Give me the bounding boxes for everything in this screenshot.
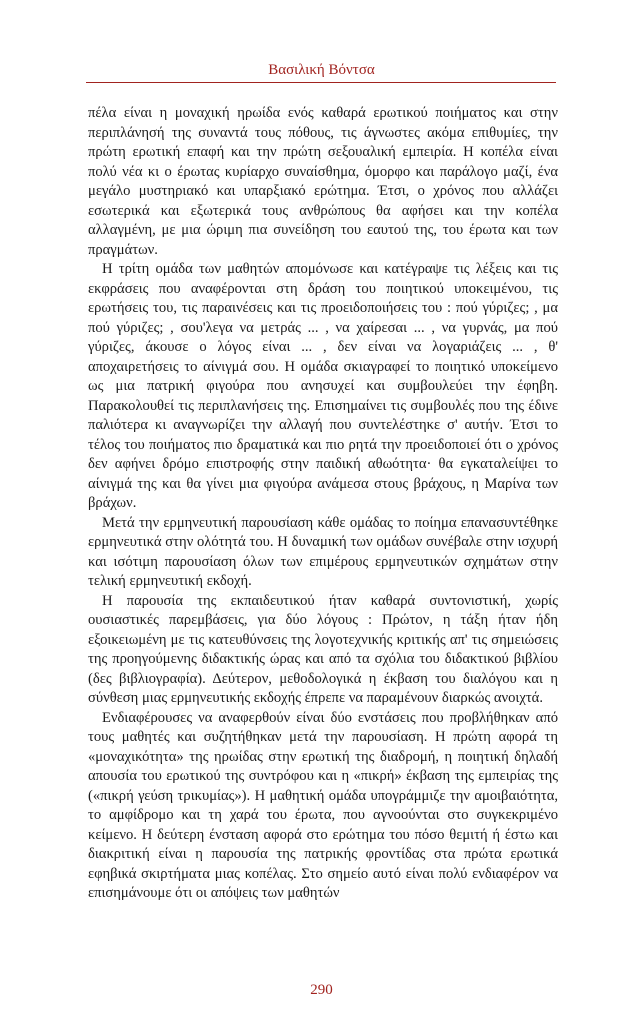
running-header: Βασιλική Βόντσα [268, 62, 375, 78]
body-text [88, 104, 558, 904]
page-number: 290 [310, 982, 333, 998]
paragraph-1: πέλα είναι η μοναχική ηρωίδα ενός καθαρά ερωτικού ποιήματος και στην περιπλάνησή της συναντά τους πόθους, τις άγνωστες ακόμα επιθυμίες, την πρώτη ερωτική επαφή και την πρώτη σεξουαλική εμπειρία. Η κοπέλα είναι πολύ νέα κι ο έρωτας κυρίαρχο συναίσθημα, όμορφο και παράλογο μαζί, ένα μεγάλο μυστηριακό και υπαρξιακό ερώτημα. Έτσι, ο χρόνος που αλλάζει εσωτερικά και εξωτερικά τους ανθρώπους θα αφήσει και την κοπέλα αλλαγμένη, με μια ώριμη πια συνείδηση του εαυτού της, του έρωτα και των πραγμάτων. [88, 105, 558, 258]
header-rule [86, 82, 556, 83]
paragraph-5: Ενδιαφέρουσες να αναφερθούν είναι δύο ενστάσεις που προβλήθηκαν από τους μαθητές και συζητήθηκαν μετά την παρουσίαση. Η πρώτη αφορά τη «μοναχικότητα» της ηρωίδας στην ερωτική της διαδρομή, η ποιητική δηλαδή απουσία του ερωτικού της συντρόφου και η «πικρή» έκβαση της εμπειρίας της («πικρή γεύση τρικυμίας»). Η μαθητική ομάδα υπογράμμιζε την αμοιβαιότητα, το αμφίδρομο και τη χαρά του έρωτα, που αγνοούνται στο συγκεκριμένο κείμενο. Η δεύτερη ένσταση αφορά στο ερώτημα του πόσο θεμιτή ή έστω και διακριτική είναι η παρουσία της πατρικής φροντίδας στα πρώτα ερωτικά εφηβικά σκιρτήματα μιας κοπέλας. Στο σημείο αυτό είναι πολύ ενδιαφέρον να επισημάνουμε ότι οι απόψεις των μαθητών [88, 709, 558, 901]
paragraph-2: Η τρίτη ομάδα των μαθητών απομόνωσε και κατέγραψε τις λέξεις και τις εκφράσεις που αναφέρονται στη δράση του ποιητικού υποκειμένου, τις ερωτήσεις του, τις παραινέσεις και τις προειδοποιήσεις του : πού γύριζες; , μα πού γύριζες; , σου'λεγα να μετράς ... , να χαίρεσαι ... , να γυρνάς, μα πού γύριζες, άκουσε ο λόγος είναι ... , δεν είναι να λογαριάζεις ... , θ' αποχαιρετήσεις το αίνιγμά σου. Η ομάδα σκιαγραφεί το ποιητικό υποκείμενο ως μια πατρική φιγούρα που ανησυχεί και συμβουλεύει την έφηβη. Παρακολουθεί τις περιπλανήσεις της. Επισημαίνει τις συμβουλές που της έδινε παλιότερα κι αναγνωρίζει την αλλαγή που συντελέστηκε σ' αυτήν. Έτσι το τέλος του ποιήματος πιο δραματικά και πιο ρητά την προειδοποιεί ότι ο χρόνος δεν αφήνει δρόμο επιστροφής στην παιδική αθωότητα· θα εγκαταλείψει το αίνιγμά της και θα γίνει μια φιγούρα ανάμεσα στους βράχους, η Μαρίνα των βράχων. [88, 261, 558, 511]
paragraph-3: Μετά την ερμηνευτική παρουσίαση κάθε ομάδας το ποίημα επανασυντέθηκε ερμηνευτικά στην ολότητά του. Η δυναμική των ομάδων συνέβαλε στην ισχυρή και ισότιμη παρουσίαση όλων των επιμέρους ερμηνευτικών σχημάτων στην τελική ερμηνευτική εκδοχή. [88, 514, 558, 589]
paragraph-4: Η παρουσία της εκπαιδευτικού ήταν καθαρά συντονιστική, χωρίς ουσιαστικές παρεμβάσεις, για δύο λόγους : Πρώτον, η τάξη ήταν ήδη εξοικειωμένη με τις κατευθύνσεις της λογοτεχνικής κριτικής απ' τις σημειώσεις της προηγούμενης διδακτικής ώρας και από τα σχόλια του διδακτικού βιβλίου (δες βιβλιογραφία). Δεύτερον, μεθοδολογικά η έκβαση του διαλόγου και η σύνθεση μιας ερμηνευτικής εκδοχής έπρεπε να παραμένουν διαρκώς ανοιχτά. [88, 592, 558, 706]
